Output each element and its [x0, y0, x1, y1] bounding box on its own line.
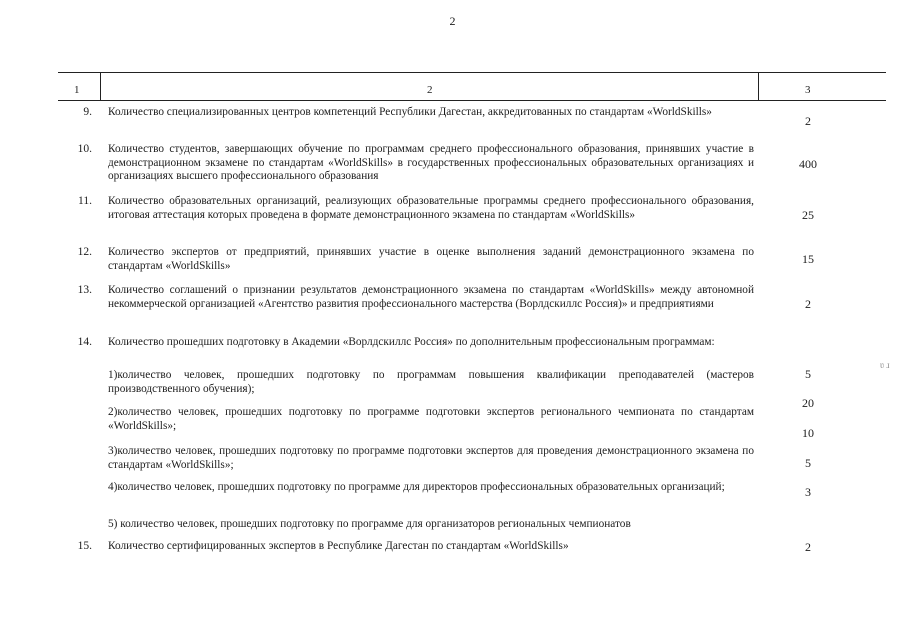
row-value: 5	[805, 367, 811, 381]
row-number: 12.	[77, 246, 92, 258]
row-text: 1)количество человек, прошедших подготовку по программам повышения квалификации преподавателей (мастеров производственного обучения);	[108, 369, 754, 395]
row-value: 2	[805, 540, 811, 554]
row-text: Количество специализированных центров компетенций Республики Дагестан, аккредитованных по стандартам «WorldSkills»	[108, 106, 712, 118]
row-value: 2	[805, 114, 811, 128]
row-value: 25	[802, 208, 814, 222]
header-top-line	[58, 72, 886, 73]
row-text: 4)количество человек, прошедших подготовку по программе для директоров профессиональных образовательных организаций;	[108, 481, 725, 493]
row-number: 15.	[77, 540, 92, 552]
column-divider	[758, 72, 759, 100]
column-header: 3	[805, 84, 811, 96]
row-text: 2)количество человек, прошедших подготовку по программе подготовки экспертов регионального чемпионата по стандартам «WorldSkills»;	[108, 406, 754, 432]
column-header: 2	[427, 84, 433, 96]
row-text: 5) количество человек, прошедших подготовку по программе для организаторов региональных чемпионатов	[108, 518, 631, 530]
row-text: Количество студентов, завершающих обучение по программам среднего профессионального образования, принявших участие в демонстрационном экзамене по стандартам «WorldSkills» в государственных профессиональных образовательных организациях и организациях высшего профессионального образования	[108, 143, 754, 182]
row-number: 14.	[77, 336, 92, 348]
row-value: 400	[799, 157, 817, 171]
row-number: 11.	[78, 195, 92, 207]
row-number: 10.	[77, 143, 92, 155]
row-number: 13.	[77, 284, 92, 296]
row-text: Количество образовательных организаций, реализующих образовательные программы среднего профессионального образования, итоговая аттестация которых проведена в формате демонстрационного экзамена по стандартам «WorldSkills»	[108, 195, 754, 221]
row-text: Количество сертифицированных экспертов в Республике Дагестан по стандартам «WorldSkills»	[108, 540, 569, 552]
row-text: Количество экспертов от предприятий, принявших участие в оценке выполнения заданий демонстрационного экзамена по стандартам «WorldSkills»	[108, 246, 754, 272]
row-value: 20	[802, 396, 814, 410]
row-value: 2	[805, 297, 811, 311]
header-bottom-line	[58, 100, 886, 101]
column-divider	[100, 72, 101, 100]
row-text: 3)количество человек, прошедших подготовку по программе подготовки экспертов для проведения демонстрационного экзамена по стандартам «WorldSkills»;	[108, 445, 754, 471]
row-value: 5	[805, 456, 811, 470]
row-value: 3	[805, 485, 811, 499]
row-value: 15	[802, 252, 814, 266]
scan-speck: ʋ ɹ	[880, 360, 890, 370]
row-text: Количество соглашений о признании результатов демонстрационного экзамена по стандартам «WorldSkills» между автономной некоммерческой организацией «Агентство развития профессионального мастерства (Ворлдскиллс Россия)» и предприятиями	[108, 284, 754, 310]
page-number: 2	[449, 14, 456, 28]
row-number: 9.	[83, 106, 92, 118]
row-text: Количество прошедших подготовку в Академии «Ворлдскиллс Россия» по дополнительным профессиональным программам:	[108, 336, 715, 348]
row-value: 10	[802, 426, 814, 440]
column-header: 1	[74, 84, 80, 96]
